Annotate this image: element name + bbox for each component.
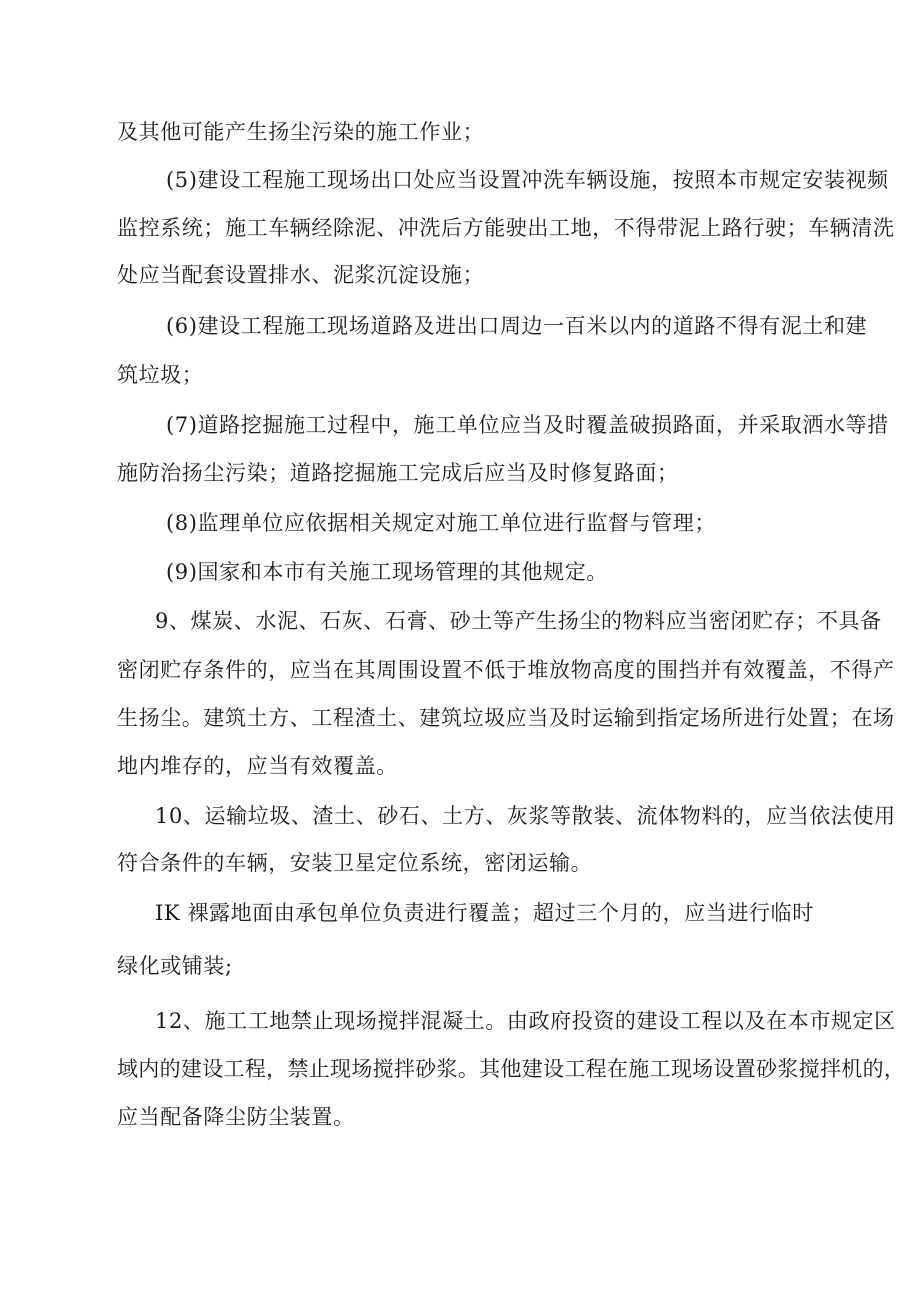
text-line: 施防治扬尘污染；道路挖掘施工完成后应当及时修复路面； <box>117 461 679 485</box>
text-line: 应当配备降尘防尘装置。 <box>117 1105 355 1129</box>
text-line: 9、煤炭、水泥、石灰、石膏、砂土等产生扬尘的物料应当密闭贮存；不具备 <box>155 609 882 633</box>
text-line: (7)道路挖掘施工过程中，施工单位应当及时覆盖破损路面，并采取洒水等措 <box>166 413 889 437</box>
text-line: (9)国家和本市有关施工现场管理的其他规定。 <box>166 560 608 584</box>
text-line: 密闭贮存条件的，应当在其周围设置不低于堆放物高度的围挡并有效覆盖，不得产 <box>117 658 895 682</box>
text-line: 筑垃圾； <box>117 363 204 387</box>
text-line: (8)监理单位应依据相关规定对施工单位进行监督与管理； <box>166 511 716 535</box>
text-line: 10、运输垃圾、渣土、砂石、土方、灰浆等散装、流体物料的，应当依法使用 <box>155 804 896 828</box>
text-line: IK 裸露地面由承包单位负责进行覆盖；超过三个月的，应当进行临时 <box>155 901 814 925</box>
text-line: 域内的建设工程，禁止现场搅拌砂浆。其他建设工程在施工现场设置砂浆搅拌机的， <box>117 1057 906 1081</box>
text-line: (6)建设工程施工现场道路及进出口周边一百米以内的道路不得有泥土和建 <box>166 314 868 338</box>
text-line: 处应当配套设置排水、泥浆沉淀设施； <box>117 263 485 287</box>
text-line: 及其他可能产生扬尘污染的施工作业； <box>117 120 485 144</box>
text-line: 地内堆存的，应当有效覆盖。 <box>117 754 398 778</box>
text-line: 12、施工工地禁止现场搅拌混凝土。由政府投资的建设工程以及在本市规定区 <box>155 1009 896 1033</box>
text-line: 符合条件的车辆，安装卫星定位系统，密闭运输。 <box>117 851 593 875</box>
text-line: 绿化或铺装; <box>117 954 233 978</box>
text-line: 监控系统；施工车辆经除泥、冲洗后方能驶出工地，不得带泥上路行驶；车辆清洗 <box>117 216 895 240</box>
text-line: (5)建设工程施工现场出口处应当设置冲洗车辆设施，按照本市规定安装视频 <box>166 168 889 192</box>
text-line: 生扬尘。建筑土方、工程渣土、建筑垃圾应当及时运输到指定场所进行处置；在场 <box>117 706 895 730</box>
